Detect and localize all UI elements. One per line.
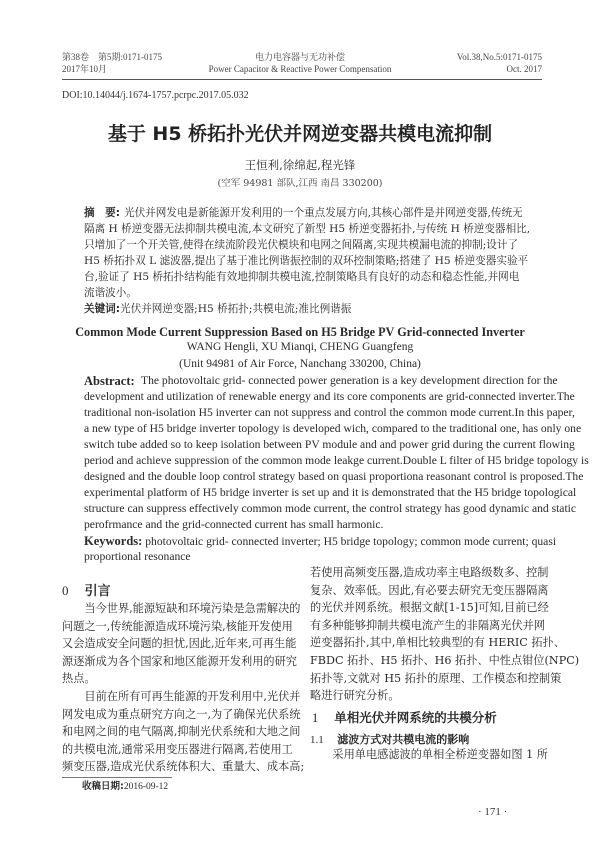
section-1-number: 1 [312, 711, 319, 725]
section-1-1-title: 滤波方式对共模电流的影响 [337, 733, 470, 746]
body-line: 当今世界,能源短缺和环境污染是急需解决的 [62, 602, 301, 615]
body-line: 略进行研究分析。 [310, 689, 400, 703]
received-date-label: 收稿日期: [82, 781, 124, 792]
abstract-cn-line: 光伏并网发电是新能源开发利用的一个重点发展方向,其核心部件是并网逆变器,传统无 [124, 207, 523, 219]
paper-title-en: Common Mode Current Suppression Based on H5 Bridge PV Grid-connected Inverter [75, 325, 525, 339]
abstract-cn-lines [84, 205, 531, 301]
abstract-cn-label: 摘 要: [84, 207, 121, 219]
body-line: FBDC 拓扑、H5 拓扑、H6 拓扑、中性点钳位(NPC) [310, 653, 580, 667]
section-0-title: 引言 [84, 584, 111, 599]
doi: DOI:10.14044/j.1674-1757.pcrpc.2017.05.032 [62, 90, 249, 101]
journal-name-en: Power Capacitor & Reactive Power Compensation [208, 64, 392, 74]
body-line: 拓扑等,文就对 H5 拓扑的原理、工作模态和控制策 [310, 671, 562, 685]
abstract-en [84, 373, 589, 565]
body-lines [310, 564, 580, 705]
section-0-number: 0 [62, 583, 69, 598]
page-number: · 171 · [478, 806, 508, 818]
abstract-en-line: period and achieve suppression of the common mode leakge current.Double L filter of H5 bridge topology is [84, 454, 589, 467]
journal-issue-cn [62, 51, 162, 75]
body-line: 采用单电感滤波的单相全桥逆变器如图 1 所 [310, 748, 548, 761]
abstract-cn-line: H5 桥拓扑双 L 滤波器,提出了基于准比例谐振控制的双环控制策略;搭建了 H5 桥逆变器实验平 [84, 255, 529, 267]
journal-name [180, 51, 420, 75]
abstract-en-line: designed and the double loop control strategy based on quasi proportiona reasonant control is proposed.The [84, 470, 584, 483]
paper-title-cn: 基于 H5 桥拓扑光伏并网逆变器共模电流抑制 [107, 123, 493, 145]
body-line: 网发电成为重点研究方向之一,为了确保光伏系统 [62, 707, 301, 721]
body-lines [62, 600, 305, 776]
body-line: 复杂、效率低。因此,有必要去研究无变压器隔离 [310, 583, 549, 597]
body-line: 若使用高频变压器,造成功率主电路级数多、控制 [310, 566, 549, 579]
keywords-en [84, 533, 557, 549]
body-line: 的光伏并网系统。根据文献[1-15]可知,目前已经 [310, 601, 549, 615]
header-rule [62, 79, 542, 80]
abstract-en-line: The photovoltaic grid- connected power generation is a key development direction for the [141, 374, 558, 387]
section-1-1-body [310, 746, 548, 764]
keywords-en-text-1: photovoltaic grid- connected inverter; H5 bridge topology; common mode current; quasi [145, 535, 557, 548]
journal-issue-en [457, 51, 542, 75]
keywords-en-text-2: proportional resonance [84, 550, 191, 563]
section-1-1-number: 1.1 [310, 734, 324, 746]
received-date [82, 778, 168, 792]
abstract-en-lines [84, 373, 589, 533]
affiliation-en: (Unit 94981 of Air Force, Nanchang 330200, China) [179, 358, 421, 370]
body-line: 又会造成安全问题的担忧,因此,近年来,可再生能 [62, 637, 297, 651]
abstract-cn-line: 台,验证了 H5 桥拓扑结构能有效地抑制共模电流,控制策略具有良好的动态和稳态性能,并网电 [84, 271, 520, 283]
abstract-en-line: development and utilization of renewable energy and its core components are grid-connected inverter.The [84, 390, 575, 403]
body-line: 有多种能够抑制共模电流产生的非隔离光伏并网 [310, 618, 545, 632]
section-0-heading [62, 580, 111, 599]
body-line: 目前在所有可再生能源的开发利用中,光伏并 [62, 689, 301, 703]
left-column [62, 600, 305, 776]
abstract-cn-line: 隔离 H 桥逆变器无法抑制共模电流,本文研究了新型 H5 桥逆变器拓扑,与传统 H 桥逆变器相比, [84, 223, 531, 235]
abstract-en-line: perofrmance and the grid-connected current has small harmonic. [84, 518, 384, 531]
body-line: 的共模电流,通常采用变压器进行隔离,若使用工 [62, 742, 293, 756]
authors-en: WANG Hengli, XU Mianqi, CHENG Guangfeng [186, 341, 414, 353]
body-line: 和电网之间的电气隔离,抑制光伏系统和大地之间 [62, 725, 301, 739]
abstract-cn-line: 流谐波小。 [84, 287, 137, 299]
body-line: 源逐渐成为各个国家和地区能源开发利用的研究 [62, 654, 297, 668]
keywords-cn-label: 关键词: [84, 303, 121, 315]
abstract-en-line: switch tube added so to keep isolation between PV module and and power grid during the current flowing [84, 438, 575, 451]
keywords-cn-text: 光伏并网逆变器;H5 桥拓扑;共模电流;准比例谐振 [120, 303, 352, 315]
abstract-cn-line: 只增加了一个开关管,使得在续流阶段光伏模块和电网之间隔离,实现共模漏电流的抑制;设计了 [84, 239, 519, 251]
issue-date-en: Oct. 2017 [506, 64, 542, 74]
abstract-en-line: a new type of H5 bridge inverter topology is developed wich, compared to the traditional one, has only one [84, 422, 582, 435]
keywords-en-label: Keywords: [84, 534, 143, 548]
abstract-en-label: Abstract: [84, 374, 135, 388]
body-line: 逆变器拓扑,其中,单相比较典型的有 HERIC 拓扑、 [310, 636, 565, 650]
keywords-cn [84, 301, 518, 317]
body-line: 热点。 [62, 672, 96, 686]
received-date-value: 2016-09-12 [123, 782, 169, 792]
issue-date-cn: 2017年10月 [62, 64, 108, 74]
affiliation-cn: (空军 94981 部队,江西 南昌 330200) [217, 178, 383, 189]
section-1-title: 单相光伏并网系统的共模分析 [334, 710, 497, 725]
right-column [310, 564, 580, 705]
abstract-en-line: structure can suppress effectively common mode current, the control strategy has good dynamic and static [84, 502, 577, 515]
abstract-en-line: traditional non-isolation H5 inverter can not suppress and control the common mode current.In this paper, [84, 406, 575, 419]
journal-name-cn: 电力电容器与无功补偿 [254, 52, 345, 62]
abstract-cn [84, 205, 531, 317]
authors-cn: 王恒利,徐绵起,程光锋 [244, 158, 356, 172]
section-1-heading [312, 708, 497, 726]
body-line: 频变压器,造成光伏系统体积大、重量大、成本高; [62, 760, 305, 774]
section-1-1-heading [310, 731, 469, 747]
body-line: 问题之一,传统能源造成环境污染,核能开发使用 [62, 619, 293, 633]
abstract-en-line: experimental platform of H5 bridge inverter is set up and it is demonstrated that the H5 bridge topological [84, 486, 577, 499]
issue-volume-en: Vol.38,No.5:0171-0175 [456, 52, 542, 62]
issue-volume: 第38卷 第5期:0171-0175 [62, 52, 162, 62]
